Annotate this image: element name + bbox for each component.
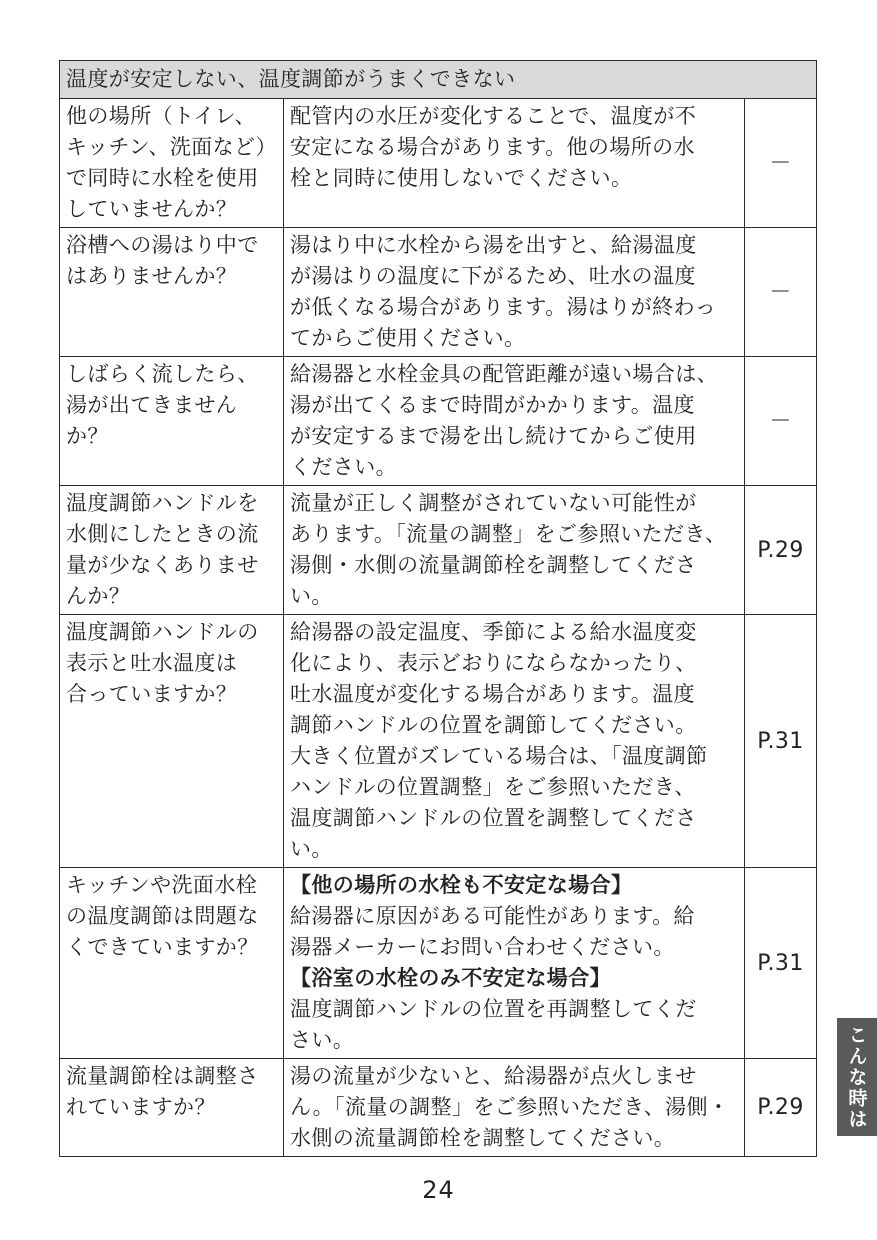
- remedy-line: 湯器メーカーにお問い合わせください。: [290, 935, 675, 959]
- check-item-cell: [60, 486, 284, 615]
- check-item-line: 量が少なくありませ: [66, 553, 259, 577]
- table-row: [60, 615, 817, 868]
- check-item-line: くできていますか？: [66, 935, 259, 959]
- check-item-line: 合っていますか？: [66, 682, 238, 706]
- remedy-line: 化により、表示どおりにならなかったり、: [290, 651, 697, 675]
- remedy-cell: [284, 357, 745, 486]
- reference-page-link: －: [769, 150, 792, 176]
- reference-page-link[interactable]: P.31: [757, 728, 804, 754]
- check-item-cell: [60, 99, 284, 228]
- remedy-cell: [284, 1059, 745, 1157]
- remedy-cell: [284, 615, 745, 868]
- remedy-line: 湯はり中に水栓から湯を出すと、給湯温度: [290, 233, 697, 257]
- remedy-line: 水側の流量調節栓を調整してください。: [290, 1126, 676, 1150]
- remedy-line: あります。「流量の調整」をご参照いただき、: [290, 522, 727, 546]
- check-item-line: していませんか？: [66, 197, 238, 221]
- remedy-line: 温度調節ハンドルの位置を調整してくださ: [290, 806, 697, 830]
- remedy-line: 温度調節ハンドルの位置を再調整してくだ: [290, 997, 697, 1021]
- remedy-line: 安定になる場合があります。他の場所の水: [290, 135, 695, 159]
- check-item-line: 温度調節ハンドルの: [66, 620, 259, 644]
- reference-page-link[interactable]: P.31: [757, 950, 804, 976]
- check-item-line: はありませんか？: [66, 264, 238, 288]
- check-item-line: で同時に水栓を使用: [66, 166, 259, 190]
- reference-page-cell: [745, 868, 817, 1059]
- page-number: 24: [422, 1176, 455, 1204]
- check-item-line: の温度調節は問題な: [66, 904, 259, 928]
- table-row: [60, 99, 817, 228]
- remedy-line: い。: [290, 837, 333, 861]
- reference-page-link[interactable]: P.29: [757, 537, 804, 563]
- remedy-cell: [284, 868, 745, 1059]
- check-item-line: 湯が出てきません: [66, 393, 238, 417]
- reference-page-link: －: [769, 279, 792, 305]
- check-item-line: んか？: [66, 584, 131, 608]
- remedy-line: てからご使用ください。: [290, 326, 526, 350]
- remedy-cell: [284, 486, 745, 615]
- remedy-line: が湯はりの温度に下がるため、吐水の温度: [290, 264, 696, 288]
- reference-page-cell: [745, 1059, 817, 1157]
- table-row: [60, 357, 817, 486]
- remedy-line: が安定するまで湯を出し続けてからご使用: [290, 424, 697, 448]
- remedy-cell: [284, 99, 745, 228]
- remedy-line: 湯側・水側の流量調節栓を調整してくださ: [290, 553, 697, 577]
- remedy-line: ください。: [290, 455, 397, 479]
- reference-page-cell: [745, 615, 817, 868]
- remedy-line: 流量が正しく調整がされていない可能性が: [290, 491, 697, 515]
- remedy-line: 湯の流量が少ないと、給湯器が点火しませ: [290, 1064, 697, 1088]
- remedy-line: 調節ハンドルの位置を調節してください。: [290, 713, 697, 737]
- remedy-line: ハンドルの位置調整」をご参照いただき、: [290, 775, 696, 799]
- section-title: 温度が安定しない、温度調節がうまくできない: [60, 61, 817, 99]
- remedy-line: 大きく位置がズレている場合は、「温度調節: [290, 744, 708, 768]
- table-row: [60, 1059, 817, 1157]
- remedy-line: ん。「流量の調整」をご参照いただき、湯側・: [290, 1095, 730, 1119]
- table-row: [60, 868, 817, 1059]
- check-item-cell: [60, 615, 284, 868]
- section-header-row: [60, 61, 817, 99]
- remedy-line: が低くなる場合があります。湯はりが終わっ: [290, 295, 717, 319]
- remedy-line: 吐水温度が変化する場合があります。温度: [290, 682, 695, 706]
- chapter-index-label: こんな時は: [845, 1024, 868, 1130]
- reference-page-link: －: [769, 408, 792, 434]
- reference-page-cell: [745, 357, 817, 486]
- remedy-line: い。: [290, 584, 333, 608]
- remedy-line: さい。: [290, 1028, 355, 1052]
- check-item-cell: [60, 357, 284, 486]
- remedy-line: 給湯器の設定温度、季節による給水温度変: [290, 620, 697, 644]
- check-item-line: しばらく流したら、: [66, 362, 259, 386]
- reference-page-link[interactable]: P.29: [757, 1095, 804, 1120]
- remedy-line: 配管内の水圧が変化することで、温度が不: [290, 104, 697, 128]
- chapter-index-tab[interactable]: [837, 1018, 877, 1136]
- check-item-line: れていますか？: [66, 1095, 216, 1119]
- check-item-line: 表示と吐水温度は: [66, 651, 238, 675]
- check-item-line: キッチン、洗面など）: [66, 135, 277, 159]
- reference-page-cell: [745, 486, 817, 615]
- check-item-line: 流量調節栓は調整さ: [66, 1064, 259, 1088]
- check-item-line: か？: [66, 424, 109, 448]
- check-item-line: 浴槽への湯はり中で: [66, 233, 259, 257]
- remedy-line: 給湯器と水栓金具の配管距離が遠い場合は、: [290, 362, 718, 386]
- troubleshooting-table: [59, 60, 817, 1157]
- check-item-cell: [60, 228, 284, 357]
- check-item-line: 温度調節ハンドルを: [66, 491, 259, 515]
- check-item-line: 水側にしたときの流: [66, 522, 259, 546]
- check-item-line: キッチンや洗面水栓: [66, 873, 258, 897]
- check-item-cell: [60, 1059, 284, 1157]
- remedy-line: 栓と同時に使用しないでください。: [290, 166, 633, 190]
- reference-page-cell: [745, 228, 817, 357]
- check-item-line: 他の場所（トイレ、: [66, 104, 256, 128]
- check-item-cell: [60, 868, 284, 1059]
- remedy-case-heading: 【他の場所の水栓も不安定な場合】: [290, 873, 633, 897]
- table-row: [60, 486, 817, 615]
- remedy-line: 給湯器に原因がある可能性があります。給: [290, 904, 695, 928]
- reference-page-cell: [745, 99, 817, 228]
- table-row: [60, 228, 817, 357]
- remedy-case-heading: 【浴室の水栓のみ不安定な場合】: [290, 966, 611, 990]
- remedy-line: 湯が出てくるまで時間がかかります。温度: [290, 393, 695, 417]
- remedy-cell: [284, 228, 745, 357]
